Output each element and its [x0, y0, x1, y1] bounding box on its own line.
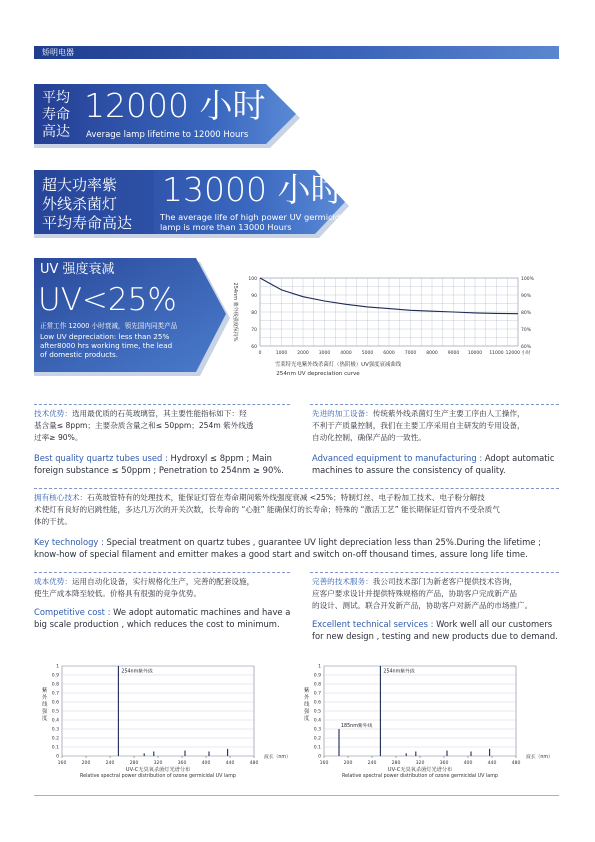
service-cn	[312, 576, 562, 612]
cost-cn	[34, 576, 290, 600]
y-tick-label: 0.6	[313, 700, 321, 706]
service-en-line: Work well all our customers	[433, 619, 553, 629]
chart-caption-cn: UV-C无臭氧杀菌灯光谱分布	[125, 767, 191, 773]
y-axis-label-char: 度	[304, 716, 310, 722]
chart-caption-cn: 雪莱特光电紫外线杀菌灯（热阴极）UV强度衰减曲线	[274, 362, 402, 368]
y-tick-label: 1	[318, 664, 321, 670]
banner1-cn-line: 平均	[42, 90, 70, 106]
core-cn-line: 石英玻管特有的处理技术，能保证灯管在寿命期间紫外线强度衰减 <25%；特制灯丝、电子粉加工技术、电子粉分解技	[87, 493, 485, 502]
y-axis-label-char: 紫	[304, 688, 310, 694]
process-section	[310, 404, 559, 405]
y-tick-label: 0.4	[313, 718, 321, 724]
y-tick-label-right: 70%	[521, 328, 532, 333]
tech-en-line: Hydroxyl ≤ 8ppm ; Main	[167, 453, 272, 463]
cost-cn-title: 成本优势：	[34, 577, 72, 586]
x-tick-label: 1000	[275, 351, 288, 356]
x-tick-label: 320	[153, 761, 163, 766]
service-cn-line: 我公司技术部门为新老客户提供技术咨询，	[372, 577, 518, 586]
core-en-line: Special treatment on quartz tubes , guarantee UV light depreciation less than 25%.During the lifetime ;	[103, 537, 541, 547]
x-tick-label: 360	[177, 761, 187, 766]
y-axis-label-char: 外	[304, 695, 310, 701]
tech-en-line: foreign substance ≤ 50ppm ; Penetration to 254nm ≥ 90%.	[34, 465, 284, 475]
high-power-banner	[34, 168, 349, 242]
service-en	[312, 618, 562, 642]
service-section	[310, 572, 559, 573]
process-en	[312, 452, 562, 476]
y-tick-label: 1	[56, 664, 59, 670]
spectrum-chart-svg	[34, 660, 294, 780]
peak-label-254: 254nm紫外线	[121, 669, 153, 675]
uv-decay-chart-svg	[228, 272, 558, 382]
banner2-cn-line: 外线杀菌灯	[42, 195, 118, 213]
x-tick-label: 5000	[361, 351, 374, 356]
x-tick-label: 360	[439, 761, 449, 766]
tech-cn-line: 基含量≤ 8ppm；主要杂质含量之和≤ 50ppm；254m 紫外线透	[34, 421, 254, 430]
spectrum-chart-right	[296, 660, 556, 780]
process-cn-line: 自动化控制，确保产品的一致性。	[312, 433, 426, 442]
x-tick-label: 0	[258, 351, 262, 356]
x-tick-label: 440	[487, 761, 497, 766]
tech-en	[34, 452, 294, 476]
x-tick-label: 480	[249, 761, 259, 766]
y-axis-label-char: 紫	[42, 688, 48, 694]
x-tick-label: 12000 小时	[505, 351, 531, 356]
x-tick-label: 280	[391, 761, 401, 766]
chart-caption-en: Relative spectral power distribution of ozone germicidal UV lamp	[342, 774, 498, 779]
y-axis-label-char: 线	[42, 702, 48, 708]
lifetime-banner	[34, 82, 300, 152]
process-en-line: machines to assure the consistency of quality.	[312, 465, 506, 475]
bottom-divider	[34, 795, 559, 796]
y-tick-label: 90	[251, 294, 257, 299]
y-tick-label: 0.1	[51, 745, 59, 751]
y-tick-label-right: 100%	[521, 277, 534, 282]
banner2-label	[42, 176, 132, 233]
cost-section	[34, 572, 290, 573]
x-tick-label: 6000	[383, 351, 395, 356]
y-tick-label: 0.3	[313, 727, 321, 733]
y-tick-label-right: 60%	[521, 345, 532, 350]
x-tick-label: 8000	[426, 351, 438, 356]
banner3-title: UV 强度衰减	[40, 262, 115, 277]
process-en-line: Adopt automatic	[482, 453, 555, 463]
core-en-title: Key technology :	[34, 537, 104, 547]
cost-cn-line: 使生产成本降至较低。价格具有很强的竞争优势。	[34, 589, 202, 598]
x-tick-label: 480	[511, 761, 521, 766]
banner1-cn-line: 寿命	[42, 107, 70, 123]
y-tick-label: 0.4	[51, 718, 59, 724]
brand-name: 矫明电器	[42, 48, 74, 57]
banner1-cn-line: 高达	[42, 124, 70, 140]
tech-en-title: Best quality quartz tubes used :	[34, 453, 168, 463]
y-axis-label-char: 强	[42, 709, 48, 715]
banner2-en-line: The average life of high power UV germicidal	[160, 212, 348, 222]
uv-decay-chart	[228, 272, 558, 382]
banner3-en-line: Low UV depreciation: less than 25%	[40, 332, 170, 341]
x-tick-label: 240	[105, 761, 115, 766]
x-tick-label: 200	[81, 761, 91, 766]
y-tick-label: 0.8	[51, 682, 59, 688]
service-cn-title: 完善的技术服务：	[312, 577, 373, 586]
y-axis-label: 254nm 紫外线强度保持%	[232, 282, 238, 342]
x-tick-label: 240	[367, 761, 377, 766]
banner3-en-line: after8000 hrs working time, the lead	[40, 341, 173, 350]
y-tick-label: 0.6	[51, 700, 59, 706]
x-tick-label: 200	[343, 761, 353, 766]
chart-caption-cn: UV-C无臭氧杀菌灯光谱分布	[387, 767, 453, 773]
core-en-line: know-how of special filament and emitter makes a good start and switch on-off thousand times, assure long life time.	[34, 549, 528, 559]
y-tick-label: 0.1	[313, 745, 321, 751]
x-tick-label: 320	[415, 761, 425, 766]
banner3-english	[40, 332, 172, 359]
y-tick-label: 0.9	[313, 673, 321, 679]
x-tick-label: 7000	[404, 351, 417, 356]
x-tick-label: 9000	[447, 351, 460, 356]
spectrum-chart-svg	[296, 660, 556, 780]
brand-header-bar	[34, 46, 559, 59]
x-tick-label: 2000	[297, 351, 309, 356]
y-tick-label: 0.8	[313, 682, 321, 688]
banner1-hours: 12000 小时	[84, 86, 266, 125]
y-tick-label: 70	[251, 328, 257, 333]
y-tick-label-right: 90%	[521, 294, 532, 299]
cost-en-line: We adopt automatic machines and have a	[110, 607, 291, 617]
service-cn-line: 的设计、测试。联合开发新产品，协助客户对新产品的市场推广。	[312, 601, 533, 610]
x-axis-label: 波长（nm）	[526, 755, 553, 760]
tech-cn-title: 技术优势：	[34, 409, 72, 418]
tech-cn-line: 选用最优质的石英玻璃管，其主要性能指标如下：羟	[71, 409, 247, 418]
y-tick-label: 0.2	[313, 736, 321, 742]
chart-caption-en: 254nm UV depreciation curve	[276, 371, 360, 377]
uv-depreciation-banner	[34, 256, 230, 378]
y-tick-label: 100	[248, 277, 257, 282]
core-en	[34, 536, 564, 560]
y-tick-label: 0	[56, 754, 59, 760]
core-cn-title: 拥有核心技术：	[34, 493, 88, 502]
banner3-cn: 正常工作 12000 小时衰减，领先国内同类产品	[40, 322, 178, 330]
banner3-big: UV<25%	[38, 282, 177, 318]
banner1-english: Average lamp lifetime to 12000 Hours	[86, 130, 249, 140]
chart-caption-en: Relative spectral power distribution of ozone germicidal UV lamp	[80, 774, 236, 779]
banner2-english	[160, 212, 348, 232]
banner1-label	[42, 90, 70, 141]
banner2-hours: 13000 小时	[162, 170, 344, 209]
x-tick-label: 3000	[318, 351, 331, 356]
y-tick-label: 0.5	[51, 709, 59, 715]
process-en-title: Advanced equipment to manufacturing :	[312, 453, 483, 463]
process-cn-line: 传统紫外线杀菌灯生产主要工序由人工操作，	[372, 409, 525, 418]
core-cn	[34, 492, 559, 528]
service-en-title: Excellent technical services :	[312, 619, 434, 629]
tech-cn	[34, 408, 290, 444]
x-tick-label: 400	[463, 761, 473, 766]
y-axis-label-char: 强	[304, 709, 310, 715]
core-cn-line: 体的干扰。	[34, 517, 72, 526]
x-tick-label: 440	[225, 761, 235, 766]
service-cn-line: 应客户要求设计并提供特殊规格的产品，协助客户完成新产品	[312, 589, 518, 598]
x-tick-label: 160	[319, 761, 329, 766]
y-tick-label: 0	[318, 754, 321, 760]
y-tick-label: 0.5	[313, 709, 321, 715]
core-section	[34, 488, 559, 489]
banner2-cn-line: 平均寿命高达	[42, 214, 133, 232]
process-cn-title: 先进的加工设备：	[312, 409, 373, 418]
peak-label-185: 185nm紫外线	[341, 724, 373, 730]
y-axis-label-char: 线	[304, 702, 310, 708]
x-tick-label: 400	[201, 761, 211, 766]
banner2-en-line: lamp is more than 13000 Hours	[160, 222, 292, 232]
process-cn-line: 不利于产质量控制，我们在主要工序采用自主研发的专用设备，	[312, 421, 525, 430]
y-axis-label-char: 度	[42, 716, 48, 722]
y-tick-label: 80	[251, 311, 257, 316]
process-cn	[312, 408, 562, 444]
tech-cn-line: 过率≥ 90%。	[34, 433, 83, 442]
x-tick-label: 10000	[467, 351, 483, 356]
x-tick-label: 11000	[489, 351, 504, 356]
y-tick-label: 0.9	[51, 673, 59, 679]
spectrum-chart-left	[34, 660, 294, 780]
x-tick-label: 160	[57, 761, 67, 766]
y-axis-label-char: 外	[42, 695, 48, 701]
y-tick-label: 0.3	[51, 727, 59, 733]
service-en-line: for new design , testing and new products due to demand.	[312, 631, 558, 641]
y-tick-label: 0.7	[51, 691, 59, 697]
banner2-cn-line: 超大功率紫	[42, 176, 118, 194]
tech-section	[34, 404, 290, 405]
cost-en-title: Competitive cost :	[34, 607, 111, 617]
y-tick-label: 60	[251, 345, 257, 350]
y-tick-label: 0.7	[313, 691, 321, 697]
y-tick-label: 0.2	[51, 736, 59, 742]
cost-en-line: big scale production , which reduces the cost to minimum.	[34, 619, 280, 629]
y-tick-label-right: 80%	[521, 311, 532, 316]
x-axis-label: 波长（nm）	[264, 755, 291, 760]
x-tick-label: 280	[129, 761, 139, 766]
x-tick-label: 4000	[340, 351, 352, 356]
peak-label-254: 254nm紫外线	[383, 669, 415, 675]
core-cn-line: 术使灯有良好的启跳性能，多达几万次的开关次数，长寿命的 “心脏” 能确保灯的长寿命；特殊的 “激活工艺” 能长期保证灯管内不受杂质气	[34, 505, 500, 514]
cost-en	[34, 606, 294, 630]
cost-cn-line: 运用自动化设备，实行规格化生产，完善的配套设施，	[71, 577, 255, 586]
banner3-en-line: of domestic products.	[40, 350, 119, 359]
